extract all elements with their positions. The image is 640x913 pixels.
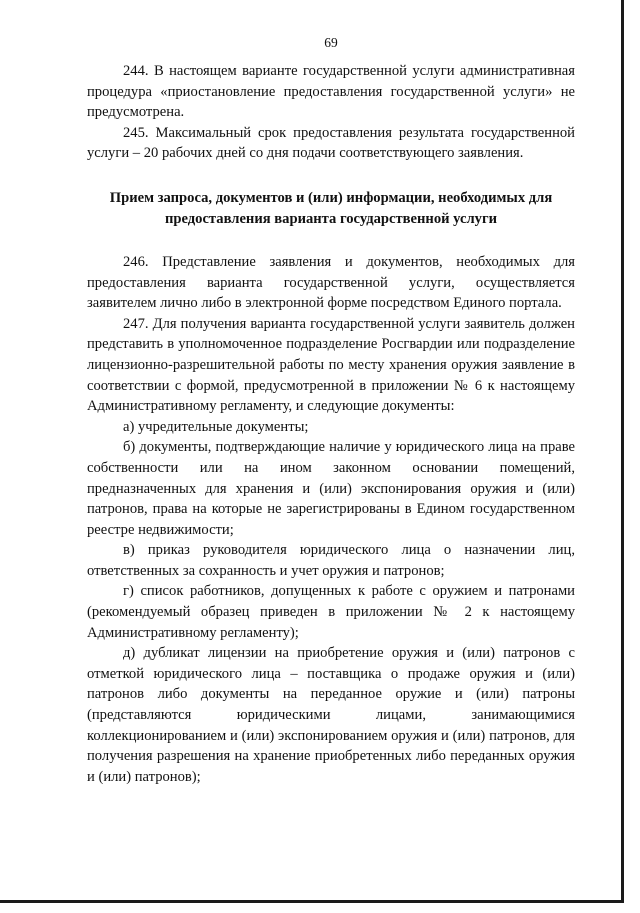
paragraph-244: 244. В настоящем варианте государственной услуги административная процедура «приостановление предоставления государственной услуги» не предусмотрена. [87,63,575,121]
section-heading: Прием запроса, документов и (или) информации, необходимых для предоставления варианта государственной услуги [109,189,553,227]
list-item-v: в) приказ руководителя юридического лица о назначении лиц, ответственных за сохранность и учет оружия и патронов; [87,542,575,579]
page-number: 69 [324,35,338,50]
paragraph-247: 247. Для получения варианта государственной услуги заявитель должен представить в уполномоченное подразделение Росгвардии или подразделение лицензионно-разрешительной работы по месту хранения оружия заявление в соответствии с формой, предусмотренной в приложении № 6 к настоящему Административному регламенту, и следующие документы: [87,315,575,415]
paragraph-245: 245. Максимальный срок предоставления результата государственной услуги – 20 рабочих дней со дня подачи соответствующего заявления. [87,124,575,162]
list-item-d: д) дубликат лицензии на приобретение оружия и (или) патронов с отметкой юридического лица – поставщика о продаже оружия и (или) патронов либо документы на переданное оружие и (или) патроны (представляются юридическими лицами, занимающимися коллекционированием и (или) экспонированием оружия и (или) патронов, для получения разрешения на хранение приобретенных либо переданных оружия и (или) патронов); [87,645,575,785]
list-item-b: б) документы, подтверждающие наличие у юридического лица на праве собственности или на ином законном основании помещений, предназначенных для хранения и (или) экспонирования оружия и (или) патронов, права на которые не зарегистрированы в Едином государственном реестре недвижимости; [87,439,575,538]
document-body [87,61,575,787]
paragraph-246: 246. Представление заявления и документов, необходимых для предоставления варианта государственной услуги, осуществляется заявителем лично либо в электронной форме посредством Единого портала. [87,253,575,312]
list-item-g: г) список работников, допущенных к работе с оружием и патронами (рекомендуемый образец приведен в приложении № 2 к настоящему Административному регламенту); [87,583,575,641]
list-item-a: а) учредительные документы; [123,418,309,435]
